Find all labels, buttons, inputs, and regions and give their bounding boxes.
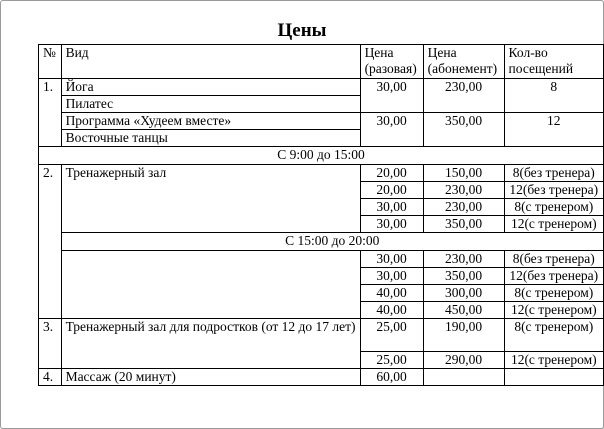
subscription-price: 230,00 <box>423 79 504 113</box>
single-price: 30,00 <box>360 79 423 113</box>
visits-count: 8(с тренером) <box>504 199 603 216</box>
table-row <box>39 165 604 182</box>
visits-count: 8(без тренера) <box>504 251 603 268</box>
row-number: 3. <box>39 319 62 369</box>
visits-count: 12(без тренера) <box>504 182 603 199</box>
single-price: 25,00 <box>360 319 423 352</box>
header-type: Вид <box>61 45 360 79</box>
time-range-evening: С 15:00 до 20:00 <box>61 233 603 251</box>
single-price: 20,00 <box>360 165 423 182</box>
subscription-price: 450,00 <box>423 302 504 319</box>
price-table <box>38 44 604 386</box>
subscription-price: 150,00 <box>423 165 504 182</box>
subscription-price: 350,00 <box>423 268 504 285</box>
table-row <box>39 319 604 352</box>
row-number: 1. <box>39 79 62 147</box>
activity-name-empty <box>61 251 360 319</box>
visits-count: 12(без тренера) <box>504 268 603 285</box>
visits-count: 12 <box>504 113 603 147</box>
time-range-row <box>39 147 604 165</box>
header-num: № <box>39 45 62 79</box>
single-price: 30,00 <box>360 216 423 233</box>
visits-count: 8 <box>504 79 603 113</box>
single-price: 40,00 <box>360 285 423 302</box>
visits-count: 12(с тренером) <box>504 302 603 319</box>
subscription-price: 230,00 <box>423 199 504 216</box>
subscription-price: 350,00 <box>423 216 504 233</box>
activity-name: Программа «Худеем вместе» <box>61 113 360 130</box>
time-range-row <box>39 233 604 251</box>
table-row <box>39 113 604 130</box>
activity-name: Восточные танцы <box>61 130 360 147</box>
subscription-price: 230,00 <box>423 182 504 199</box>
visits-count: 8(без тренера) <box>504 165 603 182</box>
activity-name: Тренажерный зал <box>61 165 360 233</box>
activity-name: Тренажерный зал для подростков (от 12 до 17 лет) <box>61 319 360 369</box>
row-number: 2. <box>39 165 62 319</box>
header-visits: Кол-во посещений <box>504 45 603 79</box>
visits-count: 12(с тренером) <box>504 216 603 233</box>
subscription-price: 190,00 <box>423 319 504 352</box>
page-title: Цены <box>277 20 327 41</box>
header-row <box>39 45 604 79</box>
activity-name: Пилатес <box>61 96 360 113</box>
subscription-price: 230,00 <box>423 251 504 268</box>
single-price: 40,00 <box>360 302 423 319</box>
subscription-price: 350,00 <box>423 113 504 147</box>
single-price: 30,00 <box>360 199 423 216</box>
header-single-price: Цена (разовая) <box>360 45 423 79</box>
table-row <box>39 369 604 386</box>
single-price: 30,00 <box>360 268 423 285</box>
header-subscription-price: Цена (абонемент) <box>423 45 504 79</box>
visits-count <box>504 369 603 386</box>
single-price: 20,00 <box>360 182 423 199</box>
single-price: 30,00 <box>360 113 423 147</box>
time-range-morning: С 9:00 до 15:00 <box>39 147 604 165</box>
subscription-price: 300,00 <box>423 285 504 302</box>
visits-count: 12(с тренером) <box>504 352 603 369</box>
row-number: 4. <box>39 369 62 386</box>
table-row <box>39 251 604 268</box>
table-row <box>39 79 604 96</box>
visits-count: 8(с тренером) <box>504 319 603 352</box>
single-price: 25,00 <box>360 352 423 369</box>
subscription-price: 290,00 <box>423 352 504 369</box>
activity-name: Йога <box>61 79 360 96</box>
single-price: 60,00 <box>360 369 423 386</box>
single-price: 30,00 <box>360 251 423 268</box>
subscription-price <box>423 369 504 386</box>
activity-name: Массаж (20 минут) <box>61 369 360 386</box>
visits-count: 8(с тренером) <box>504 285 603 302</box>
